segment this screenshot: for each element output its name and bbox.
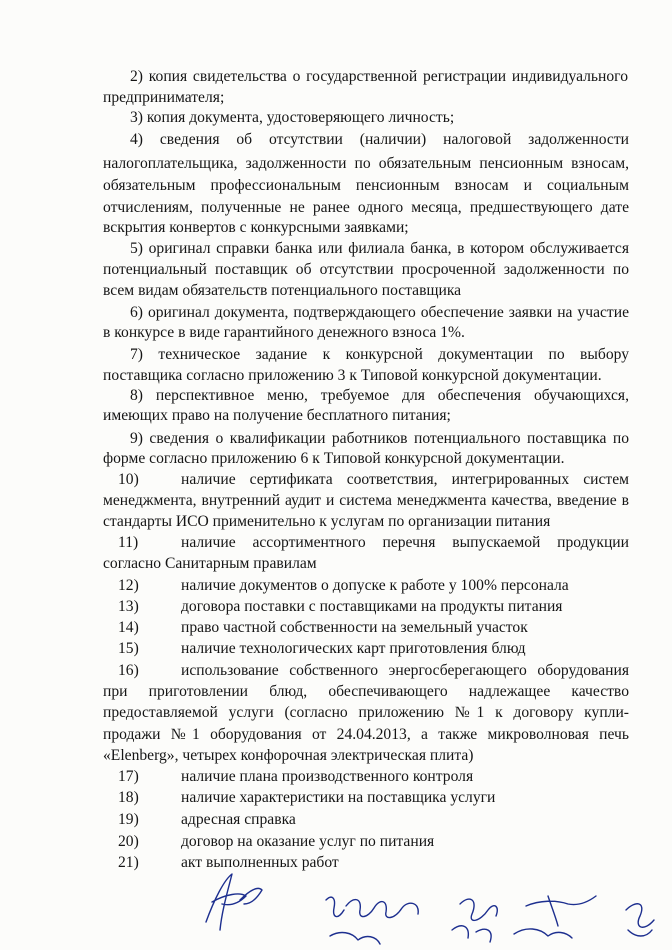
item-8-line-2: имеющих право на получение бесплатного питания; — [103, 407, 451, 424]
item-16-line-1: использование собственного энергосберегающего оборудования — [181, 662, 629, 679]
item-11-number: 11) — [118, 534, 139, 551]
item-21-line-1: акт выполненных работ — [181, 854, 339, 871]
item-17-number: 17) — [118, 768, 139, 785]
item-17-line-1: наличие плана производственного контроля — [181, 768, 474, 785]
item-15-number: 15) — [118, 640, 139, 657]
signature-3 — [452, 899, 497, 942]
signature-2 — [326, 897, 418, 944]
item-14-line-1: право частной собственности на земельный участок — [181, 619, 528, 636]
item-7-line-2: поставщика согласно приложению 3 к Типовой конкурсной документации. — [103, 367, 602, 384]
item-4-line-1: 4) сведения об отсутствии (наличии) налоговой задолженности — [130, 131, 629, 148]
item-12-number: 12) — [118, 577, 139, 594]
item-3-line-1: 3) копия документа, удостоверяющего личность; — [130, 109, 455, 126]
item-7-line-1: 7) техническое задание к конкурсной документации по выбору — [130, 346, 629, 363]
signature-5 — [626, 904, 654, 936]
item-11-line-1: наличие ассортиментного перечня выпускаемой продукции — [181, 534, 629, 551]
item-4-line-4: отчислениям, полученные не ранее одного месяца, предшествующего дате — [103, 199, 629, 216]
item-20-line-1: договор на оказание услуг по питания — [181, 833, 435, 850]
item-19-line-1: адресная справка — [181, 811, 296, 828]
signatures — [0, 860, 672, 950]
item-16-line-3: предоставляемой услуги (согласно приложению №1 к договору купли- — [103, 704, 629, 721]
item-2-line-2: предпринимателя; — [103, 89, 225, 106]
item-20-number: 20) — [118, 833, 139, 850]
item-19-number: 19) — [118, 811, 139, 828]
item-21-number: 21) — [118, 854, 139, 871]
item-16-line-2: при приготовлении блюд, обеспечивающего надлежащее качество — [103, 683, 629, 700]
item-8-line-1: 8) перспективное меню, требуемое для обеспечения обучающихся, — [130, 387, 629, 404]
item-15-line-1: наличие технологических карт приготовления блюд — [181, 640, 526, 657]
item-4-line-2: налогоплательщика, задолженности по обязательным пенсионным взносам, — [103, 155, 629, 172]
item-4-line-3: обязательным профессиональным пенсионным взносам и социальным — [103, 177, 629, 194]
item-18-number: 18) — [118, 789, 139, 806]
item-9-line-1: 9) сведения о квалификации работников потенциального поставщика по — [130, 430, 629, 447]
item-13-line-1: договора поставки с поставщиками на продукты питания — [181, 598, 563, 615]
item-16-line-5: «Elenberg», четырех конфорочная электрическая плита) — [103, 747, 474, 764]
item-16-line-4: продажи №1 оборудования от 24.04.2013, а также микроволновая печь — [103, 726, 629, 743]
item-2-line-1: 2) копия свидетельства о государственной регистрации индивидуального — [130, 68, 628, 85]
item-4-line-5: вскрытия конвертов с конкурсными заявками; — [103, 219, 409, 236]
item-16-number: 16) — [118, 662, 139, 679]
item-14-number: 14) — [118, 619, 139, 636]
item-6-line-2: в конкурсе в виде гарантийного денежного взноса 1%. — [103, 324, 465, 341]
signature-4 — [514, 896, 596, 938]
item-18-line-1: наличие характеристики на поставщика услуги — [181, 789, 496, 806]
item-5-line-3: всем видам обязательств потенциального поставщика — [103, 282, 462, 299]
item-13-number: 13) — [118, 598, 139, 615]
signature-1 — [206, 874, 262, 930]
item-10-line-3: стандарты ИСО применительно к услугам по организации питания — [103, 513, 551, 530]
item-12-line-1: наличие документов о допуске к работе у 100% персонала — [181, 577, 569, 594]
item-10-line-2: менеджмента, внутренний аудит и система менеджмента качества, введение в — [103, 492, 629, 509]
item-10-line-1: наличие сертификата соответствия, интегрированных систем — [181, 471, 629, 488]
item-11-line-2: согласно Санитарным правилам — [103, 555, 317, 572]
item-6-line-1: 6) оригинал документа, подтверждающего обеспечение заявки на участие — [130, 304, 629, 321]
item-5-line-2: потенциальный поставщик об отсутствии просроченной задолженности по — [103, 261, 629, 278]
item-9-line-2: форме согласно приложению 6 к Типовой конкурсной документации. — [103, 450, 565, 467]
item-5-line-1: 5) оригинал справки банка или филиала банка, в котором обслуживается — [130, 240, 629, 257]
item-10-number: 10) — [118, 471, 139, 488]
